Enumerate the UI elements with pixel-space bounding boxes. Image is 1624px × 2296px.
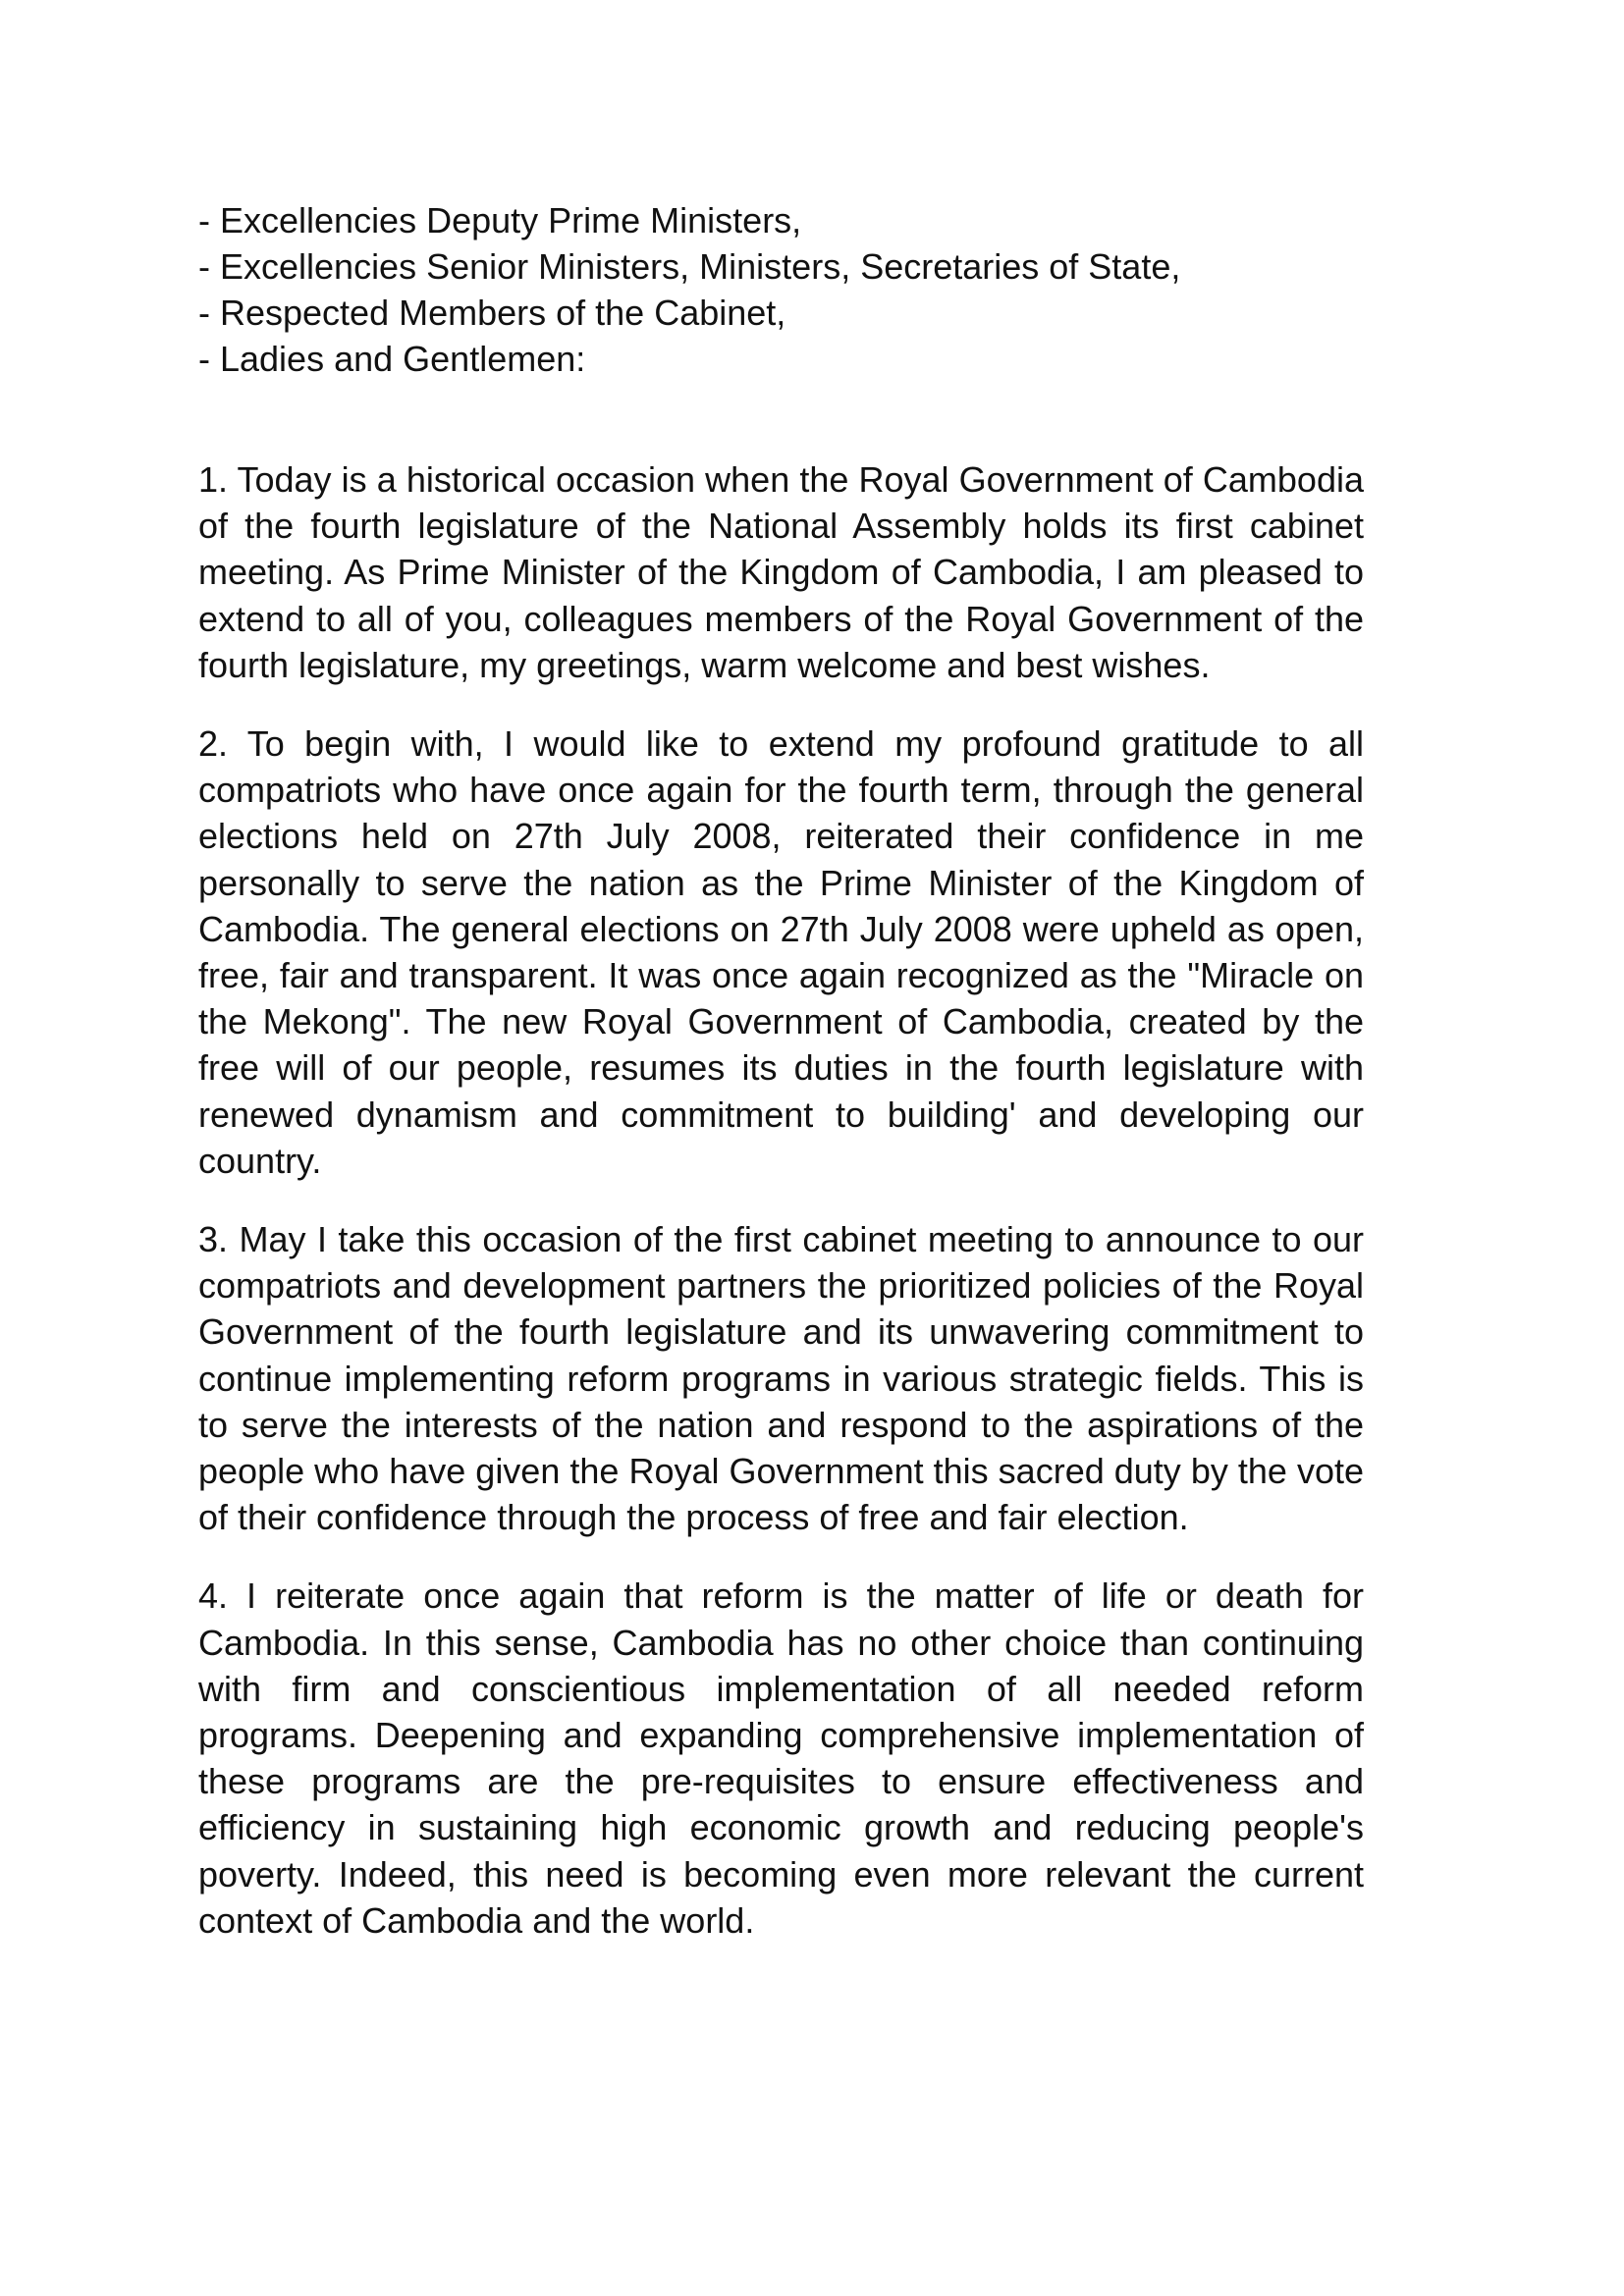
paragraph-2: 2. To begin with, I would like to extend my profound gratitude to all compatriots who have once again for the fourth term, through the general elections held on 27th July 2008, reiterated their confidence in me personally to serve the nation as the Prime Minister of the Kingdom of Cambodia. The general elections on 27th July 2008 were upheld as open, free, fair and transparent. It was once again recognized as the "Miracle on the Mekong". The new Royal Government of Cambodia, created by the free will of our people, resumes its duties in the fourth legislature with renewed dynamism and commitment to building' and developing our country. xyxy=(198,723,1364,1181)
salutation-line: - Respected Members of the Cabinet, xyxy=(198,293,786,333)
paragraph-3: 3. May I take this occasion of the first cabinet meeting to announce to our compatriots and development partners the prioritized policies of the Royal Government of the fourth legislature and its unwavering commitment to continue implementing reform programs in various strategic fields. This is to serve the interests of the nation and respond to the aspirations of the people who have given the Royal Government this sacred duty by the vote of their confidence through the process of free and fair election. xyxy=(198,1219,1364,1538)
paragraph-1: 1. Today is a historical occasion when the Royal Government of Cambodia of the fourth legislature of the National Assembly holds its first cabinet meeting. As Prime Minister of the Kingdom of Cambodia, I am pleased to extend to all of you, colleagues members of the Royal Government of the fourth legislature, my greetings, warm welcome and best wishes. xyxy=(198,459,1364,685)
speech-body xyxy=(198,456,1364,1944)
salutation-line: - Ladies and Gentlemen: xyxy=(198,339,586,379)
salutation-line: - Excellencies Senior Ministers, Ministers, Secretaries of State, xyxy=(198,246,1181,287)
salutation-list xyxy=(198,197,1364,382)
salutation-line: - Excellencies Deputy Prime Ministers, xyxy=(198,200,802,240)
paragraph-4: 4. I reiterate once again that reform is the matter of life or death for Cambodia. In this sense, Cambodia has no other choice than continuing with firm and conscientious implementation of all needed reform programs. Deepening and expanding comprehensive implementation of these programs are the pre-requisites to ensure effectiveness and efficiency in sustaining high economic growth and reducing people's poverty. Indeed, this need is becoming even more relevant the current context of Cambodia and the world. xyxy=(198,1575,1364,1941)
